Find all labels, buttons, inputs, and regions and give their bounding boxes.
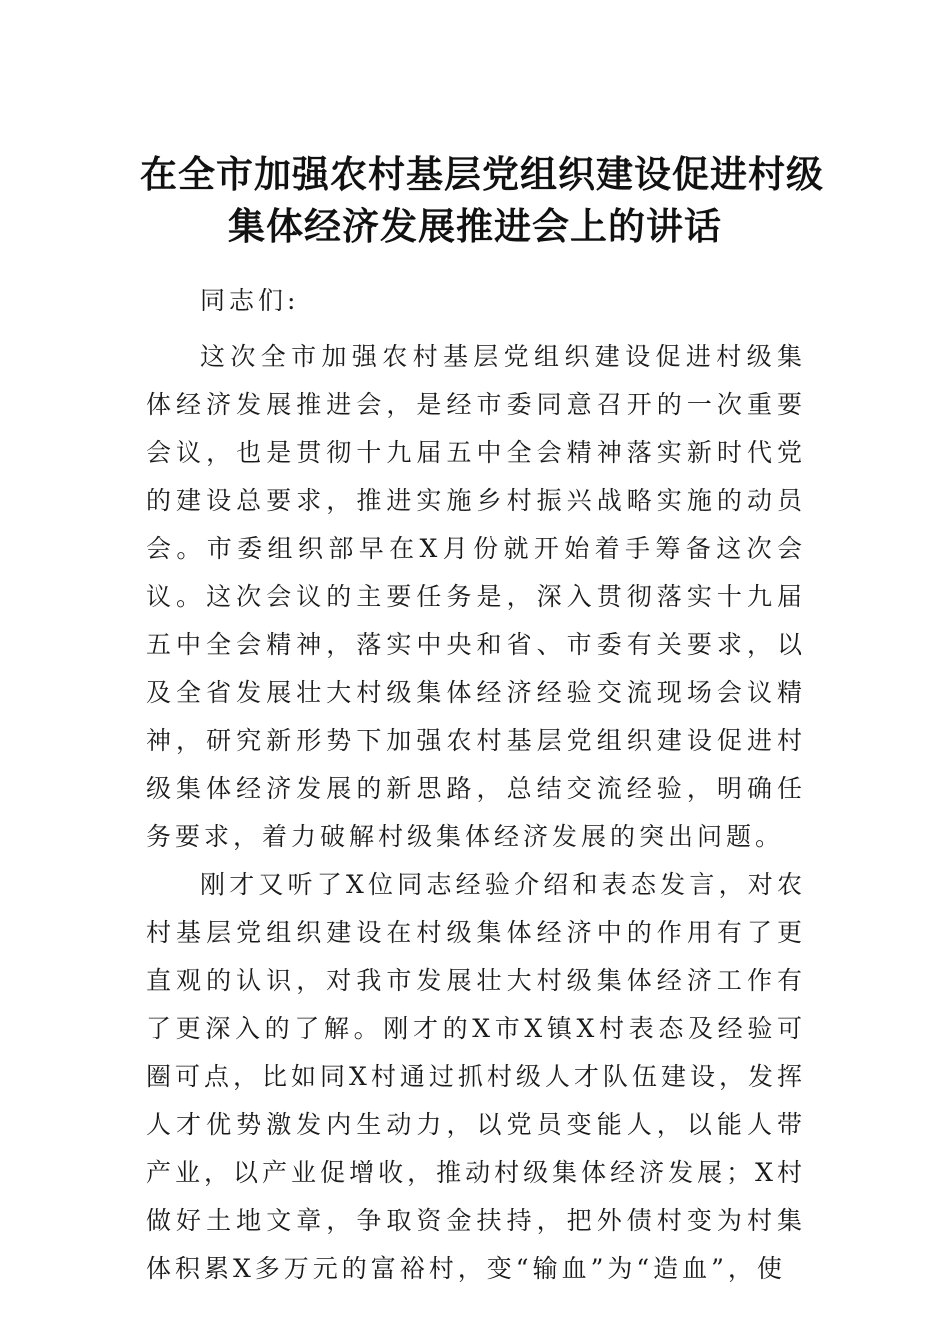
title-line-2: 集体经济发展推进会上的讲话 bbox=[228, 204, 722, 248]
paragraph-1: 这次全市加强农村基层党组织建设促进村级集体经济发展推进会，是经市委同意召开的一次重要会议，也是贯彻十九届五中全会精神落实新时代党的建设总要求，推进实施乡村振兴战略实施的动员会。市委组织部早在X月份就开始着手筹备这次会议。这次会议的主要任务是，深入贯彻落实十九届五中全会精神，落实中央和省、市委有关要求，以及全省发展壮大村级集体经济经验交流现场会议精神，研究新形势下加强农村基层党组织建设促进村级集体经济发展的新思路，总结交流经验，明确任务要求，着力破解村级集体经济发展的突出问题。 bbox=[146, 342, 806, 851]
document-title bbox=[140, 148, 824, 252]
paragraph-2: 刚才又听了X位同志经验介绍和表态发言，对农村基层党组织建设在村级集体经济中的作用有了更直观的认识，对我市发展壮大村级集体经济工作有了更深入的了解。刚才的X市X镇X村表态及经验可圈可点，比如同X村通过抓村级人才队伍建设，发挥人才优势激发内生动力，以党员变能人，以能人带产业，以产业促增收，推动村级集体经济发展；X村做好土地文章，争取资金扶持，把外债村变为村集体积累X多万元的富裕村，变“输血”为“造血”，使 bbox=[146, 870, 806, 1283]
salutation: 同志们: bbox=[200, 286, 300, 315]
speech-body bbox=[146, 277, 806, 1293]
title-line-1: 在全市加强农村基层党组织建设促进村级 bbox=[140, 152, 824, 196]
